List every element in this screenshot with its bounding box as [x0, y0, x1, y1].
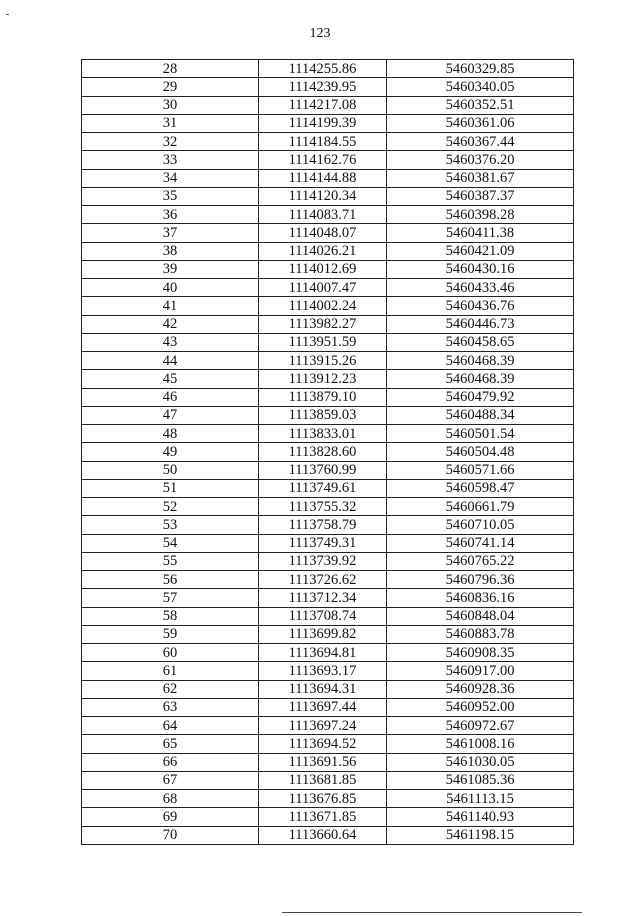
table-row [82, 114, 574, 132]
scan-edge-line [282, 912, 582, 913]
point-number-cell: 35 [82, 187, 259, 205]
point-number-cell: 62 [82, 680, 259, 698]
x-coordinate-cell: 1113755.32 [259, 498, 387, 516]
point-number-cell: 51 [82, 479, 259, 497]
table-row [82, 279, 574, 297]
x-coordinate-cell: 1113749.61 [259, 479, 387, 497]
x-coordinate-cell: 1114239.95 [259, 78, 387, 96]
point-number-cell: 33 [82, 151, 259, 169]
x-coordinate-cell: 1113697.44 [259, 698, 387, 716]
y-coordinate-cell: 5460661.79 [387, 498, 574, 516]
x-coordinate-cell: 1114255.86 [259, 60, 387, 78]
coordinates-table-body [82, 60, 574, 845]
point-number-cell: 31 [82, 114, 259, 132]
table-row [82, 644, 574, 662]
x-coordinate-cell: 1113915.26 [259, 352, 387, 370]
page-number: 123 [309, 26, 331, 41]
point-number-cell: 50 [82, 461, 259, 479]
y-coordinate-cell: 5460836.16 [387, 589, 574, 607]
table-row [82, 315, 574, 333]
table-row [82, 534, 574, 552]
y-coordinate-cell: 5460488.34 [387, 406, 574, 424]
table-row [82, 808, 574, 826]
x-coordinate-cell: 1113828.60 [259, 443, 387, 461]
table-row [82, 260, 574, 278]
table-row [82, 388, 574, 406]
x-coordinate-cell: 1114184.55 [259, 133, 387, 151]
y-coordinate-cell: 5460908.35 [387, 644, 574, 662]
point-number-cell: 34 [82, 169, 259, 187]
y-coordinate-cell: 5460387.37 [387, 187, 574, 205]
y-coordinate-cell: 5460917.00 [387, 662, 574, 680]
y-coordinate-cell: 5460329.85 [387, 60, 574, 78]
y-coordinate-cell: 5460433.46 [387, 279, 574, 297]
point-number-cell: 41 [82, 297, 259, 315]
x-coordinate-cell: 1114012.69 [259, 260, 387, 278]
table-row [82, 297, 574, 315]
point-number-cell: 68 [82, 790, 259, 808]
table-row [82, 826, 574, 844]
table-row [82, 333, 574, 351]
y-coordinate-cell: 5461008.16 [387, 735, 574, 753]
table-row [82, 516, 574, 534]
point-number-cell: 38 [82, 242, 259, 260]
x-coordinate-cell: 1113681.85 [259, 771, 387, 789]
point-number-cell: 43 [82, 333, 259, 351]
x-coordinate-cell: 1113859.03 [259, 406, 387, 424]
x-coordinate-cell: 1113749.31 [259, 534, 387, 552]
x-coordinate-cell: 1113833.01 [259, 425, 387, 443]
y-coordinate-cell: 5460446.73 [387, 315, 574, 333]
table-row [82, 425, 574, 443]
point-number-cell: 63 [82, 698, 259, 716]
x-coordinate-cell: 1114083.71 [259, 206, 387, 224]
x-coordinate-cell: 1113912.23 [259, 370, 387, 388]
point-number-cell: 65 [82, 735, 259, 753]
x-coordinate-cell: 1113879.10 [259, 388, 387, 406]
x-coordinate-cell: 1113699.82 [259, 625, 387, 643]
point-number-cell: 58 [82, 607, 259, 625]
table-row [82, 717, 574, 735]
table-row [82, 571, 574, 589]
x-coordinate-cell: 1113693.17 [259, 662, 387, 680]
table-row [82, 187, 574, 205]
y-coordinate-cell: 5460381.67 [387, 169, 574, 187]
y-coordinate-cell: 5460883.78 [387, 625, 574, 643]
point-number-cell: 47 [82, 406, 259, 424]
table-row [82, 680, 574, 698]
table-row [82, 790, 574, 808]
x-coordinate-cell: 1113758.79 [259, 516, 387, 534]
point-number-cell: 66 [82, 753, 259, 771]
y-coordinate-cell: 5460479.92 [387, 388, 574, 406]
y-coordinate-cell: 5460952.00 [387, 698, 574, 716]
x-coordinate-cell: 1113694.81 [259, 644, 387, 662]
point-number-cell: 61 [82, 662, 259, 680]
x-coordinate-cell: 1114048.07 [259, 224, 387, 242]
point-number-cell: 55 [82, 552, 259, 570]
table-row [82, 224, 574, 242]
point-number-cell: 44 [82, 352, 259, 370]
y-coordinate-cell: 5460421.09 [387, 242, 574, 260]
scan-mark [6, 14, 9, 15]
point-number-cell: 52 [82, 498, 259, 516]
table-row [82, 552, 574, 570]
table-row [82, 78, 574, 96]
y-coordinate-cell: 5460361.06 [387, 114, 574, 132]
y-coordinate-cell: 5460468.39 [387, 352, 574, 370]
point-number-cell: 69 [82, 808, 259, 826]
y-coordinate-cell: 5461198.15 [387, 826, 574, 844]
y-coordinate-cell: 5460848.04 [387, 607, 574, 625]
x-coordinate-cell: 1114217.08 [259, 96, 387, 114]
point-number-cell: 29 [82, 78, 259, 96]
table-row [82, 60, 574, 78]
y-coordinate-cell: 5460972.67 [387, 717, 574, 735]
point-number-cell: 49 [82, 443, 259, 461]
point-number-cell: 28 [82, 60, 259, 78]
point-number-cell: 36 [82, 206, 259, 224]
y-coordinate-cell: 5460411.38 [387, 224, 574, 242]
point-number-cell: 64 [82, 717, 259, 735]
x-coordinate-cell: 1114026.21 [259, 242, 387, 260]
y-coordinate-cell: 5460504.48 [387, 443, 574, 461]
x-coordinate-cell: 1114144.88 [259, 169, 387, 187]
x-coordinate-cell: 1113982.27 [259, 315, 387, 333]
x-coordinate-cell: 1113694.52 [259, 735, 387, 753]
y-coordinate-cell: 5460598.47 [387, 479, 574, 497]
x-coordinate-cell: 1114002.24 [259, 297, 387, 315]
point-number-cell: 67 [82, 771, 259, 789]
x-coordinate-cell: 1113671.85 [259, 808, 387, 826]
y-coordinate-cell: 5460468.39 [387, 370, 574, 388]
table-row [82, 479, 574, 497]
table-row [82, 753, 574, 771]
table-row [82, 169, 574, 187]
table-row [82, 461, 574, 479]
y-coordinate-cell: 5460352.51 [387, 96, 574, 114]
y-coordinate-cell: 5461140.93 [387, 808, 574, 826]
y-coordinate-cell: 5460458.65 [387, 333, 574, 351]
table-row [82, 771, 574, 789]
x-coordinate-cell: 1114162.76 [259, 151, 387, 169]
y-coordinate-cell: 5460928.36 [387, 680, 574, 698]
point-number-cell: 57 [82, 589, 259, 607]
point-number-cell: 56 [82, 571, 259, 589]
x-coordinate-cell: 1113676.85 [259, 790, 387, 808]
x-coordinate-cell: 1114007.47 [259, 279, 387, 297]
y-coordinate-cell: 5460436.76 [387, 297, 574, 315]
y-coordinate-cell: 5460367.44 [387, 133, 574, 151]
table-row [82, 698, 574, 716]
x-coordinate-cell: 1113708.74 [259, 607, 387, 625]
table-row [82, 133, 574, 151]
y-coordinate-cell: 5461085.36 [387, 771, 574, 789]
point-number-cell: 60 [82, 644, 259, 662]
y-coordinate-cell: 5460340.05 [387, 78, 574, 96]
point-number-cell: 54 [82, 534, 259, 552]
point-number-cell: 30 [82, 96, 259, 114]
table-row [82, 662, 574, 680]
table-row [82, 735, 574, 753]
y-coordinate-cell: 5460430.16 [387, 260, 574, 278]
point-number-cell: 48 [82, 425, 259, 443]
point-number-cell: 42 [82, 315, 259, 333]
y-coordinate-cell: 5460376.20 [387, 151, 574, 169]
table-row [82, 370, 574, 388]
x-coordinate-cell: 1113691.56 [259, 753, 387, 771]
table-row [82, 242, 574, 260]
x-coordinate-cell: 1113660.64 [259, 826, 387, 844]
point-number-cell: 32 [82, 133, 259, 151]
table-row [82, 589, 574, 607]
table-row [82, 352, 574, 370]
table-row [82, 151, 574, 169]
table-row [82, 206, 574, 224]
y-coordinate-cell: 5460398.28 [387, 206, 574, 224]
point-number-cell: 39 [82, 260, 259, 278]
y-coordinate-cell: 5461030.05 [387, 753, 574, 771]
table-row [82, 498, 574, 516]
y-coordinate-cell: 5460710.05 [387, 516, 574, 534]
point-number-cell: 46 [82, 388, 259, 406]
y-coordinate-cell: 5460741.14 [387, 534, 574, 552]
y-coordinate-cell: 5460501.54 [387, 425, 574, 443]
x-coordinate-cell: 1113760.99 [259, 461, 387, 479]
table-row [82, 443, 574, 461]
table-row [82, 625, 574, 643]
y-coordinate-cell: 5460765.22 [387, 552, 574, 570]
x-coordinate-cell: 1113726.62 [259, 571, 387, 589]
point-number-cell: 53 [82, 516, 259, 534]
point-number-cell: 37 [82, 224, 259, 242]
x-coordinate-cell: 1114120.34 [259, 187, 387, 205]
x-coordinate-cell: 1113712.34 [259, 589, 387, 607]
point-number-cell: 59 [82, 625, 259, 643]
x-coordinate-cell: 1113739.92 [259, 552, 387, 570]
table-row [82, 607, 574, 625]
point-number-cell: 45 [82, 370, 259, 388]
x-coordinate-cell: 1113697.24 [259, 717, 387, 735]
point-number-cell: 70 [82, 826, 259, 844]
y-coordinate-cell: 5460796.36 [387, 571, 574, 589]
x-coordinate-cell: 1113951.59 [259, 333, 387, 351]
point-number-cell: 40 [82, 279, 259, 297]
y-coordinate-cell: 5460571.66 [387, 461, 574, 479]
x-coordinate-cell: 1114199.39 [259, 114, 387, 132]
table-row [82, 96, 574, 114]
y-coordinate-cell: 5461113.15 [387, 790, 574, 808]
table-row [82, 406, 574, 424]
coordinates-table [81, 59, 574, 845]
x-coordinate-cell: 1113694.31 [259, 680, 387, 698]
